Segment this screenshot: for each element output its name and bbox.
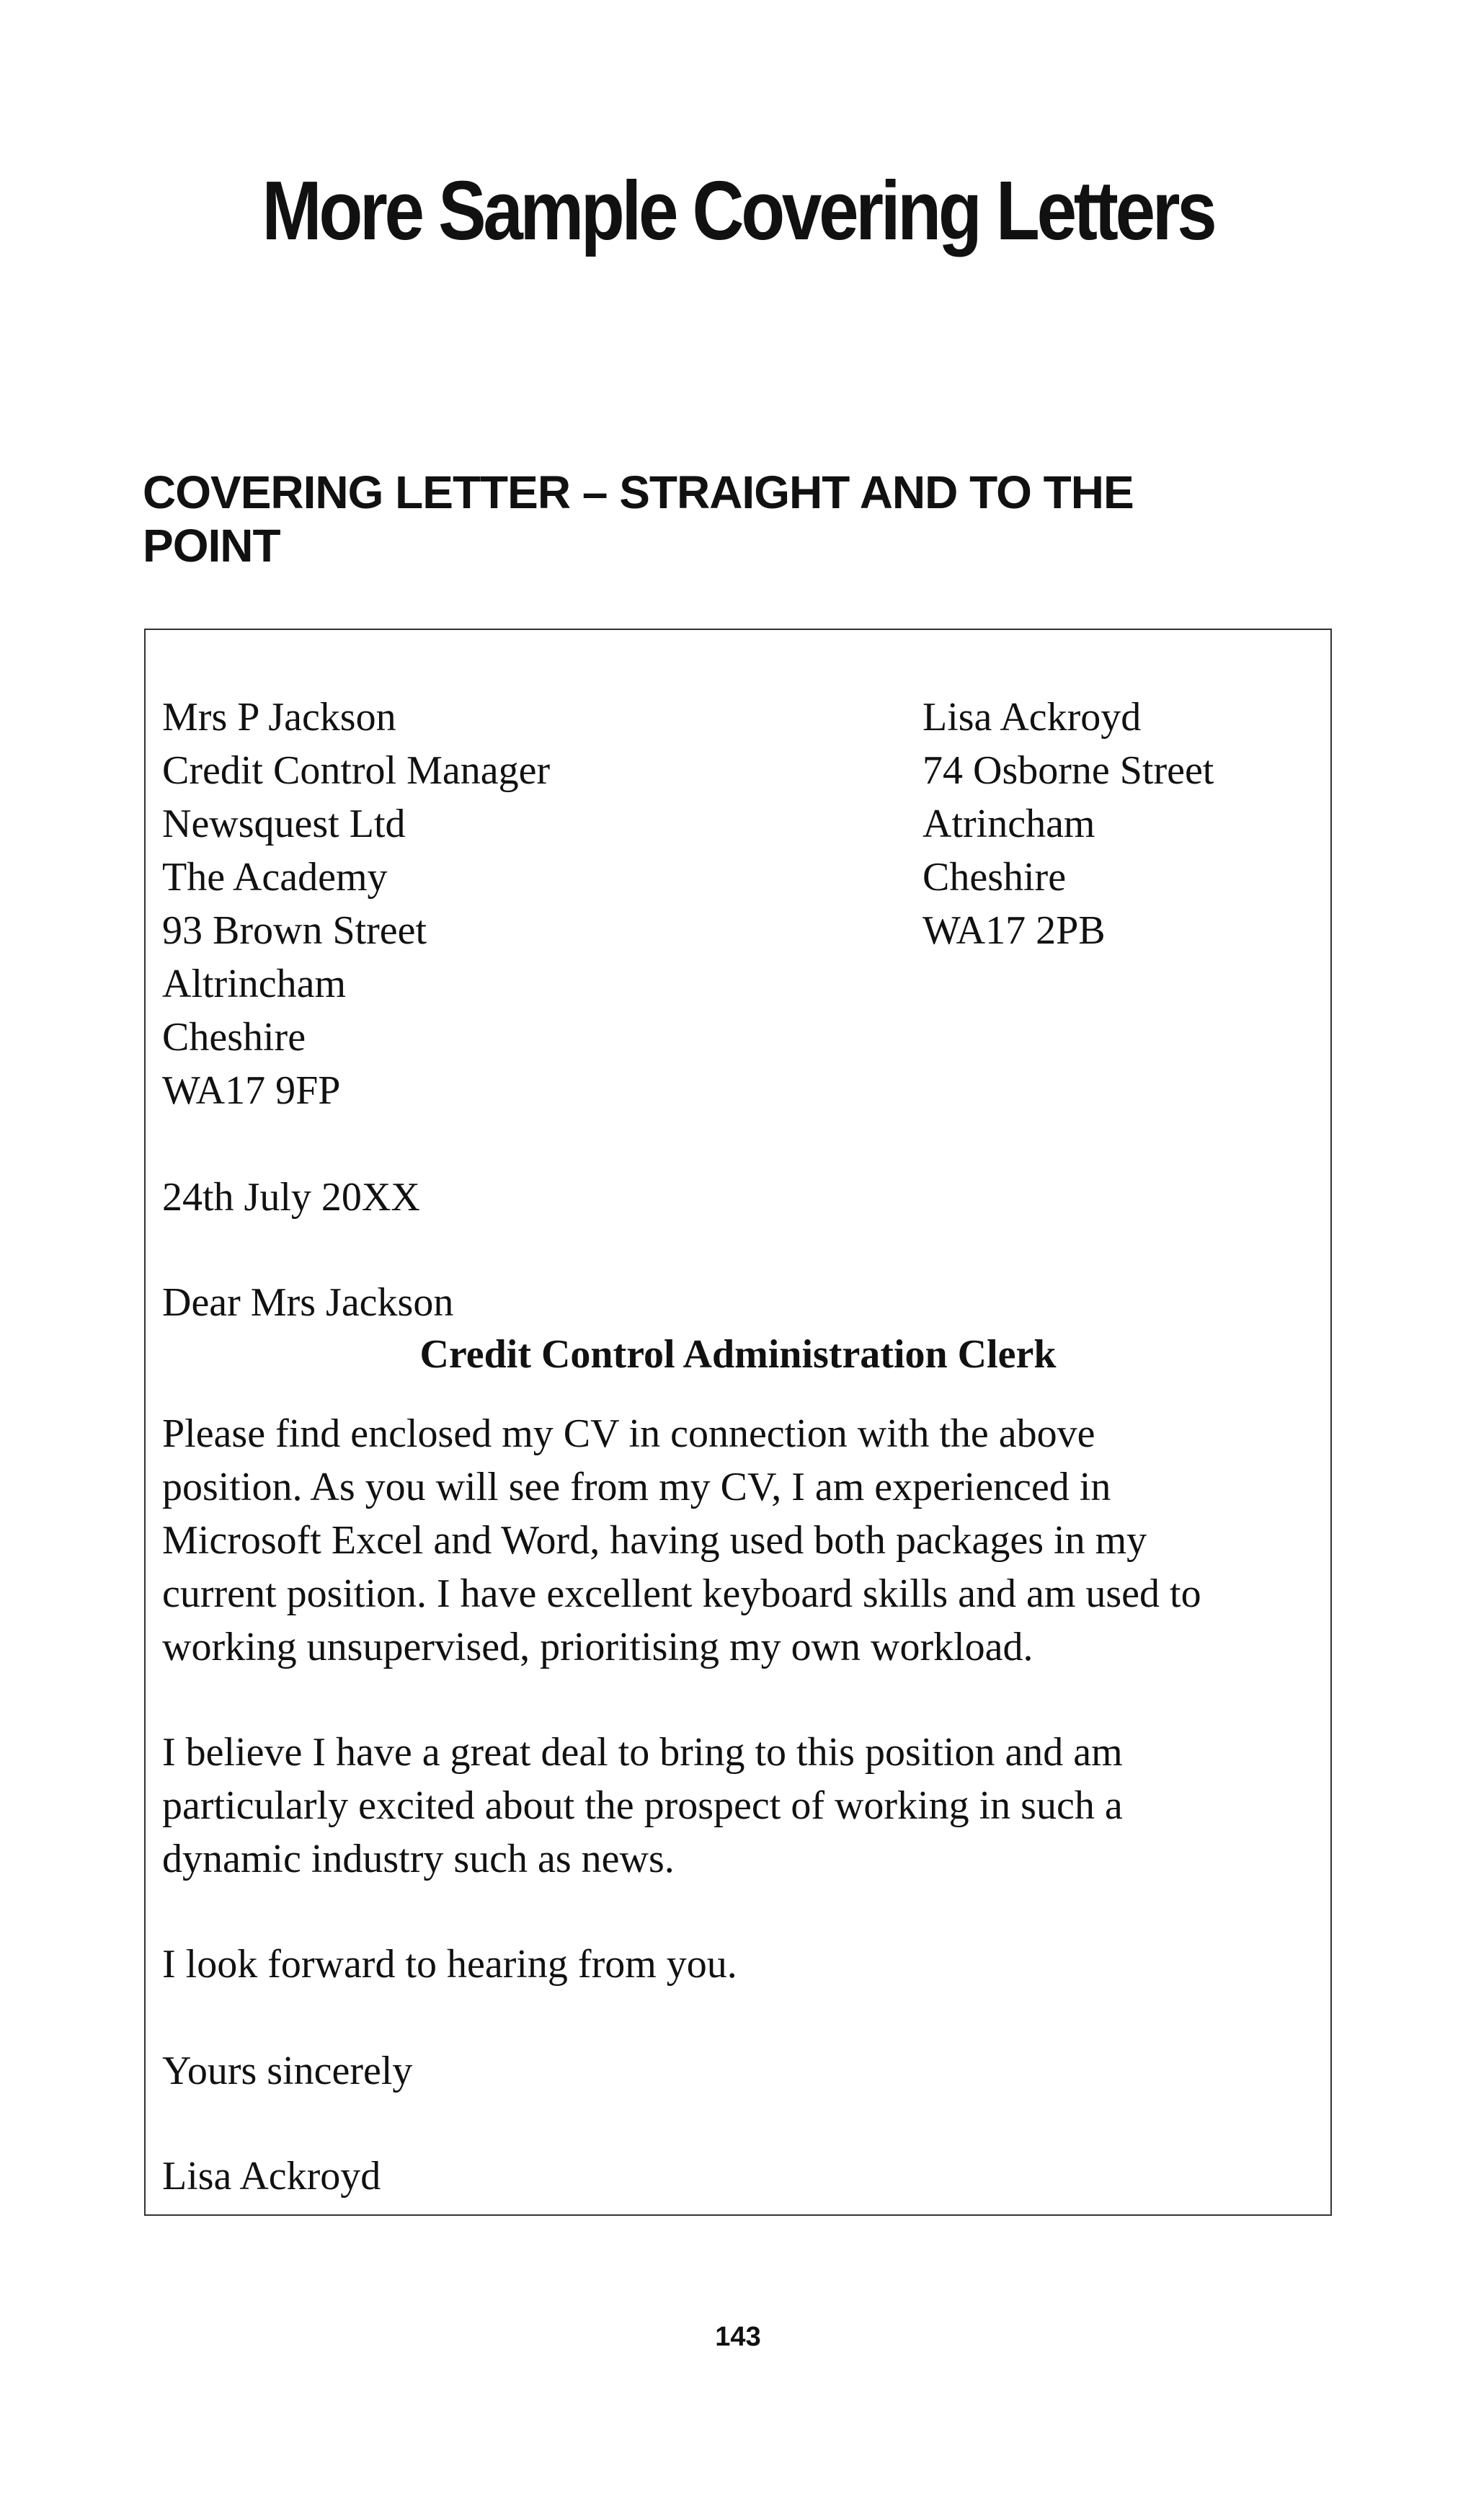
recipient-address-line: 93 Brown Street — [162, 908, 427, 953]
page-number: 143 — [715, 2322, 761, 2352]
recipient-address-line: The Academy — [162, 855, 388, 900]
sender-address-line: WA17 2PB — [922, 908, 1106, 953]
sender-address-line: Cheshire — [922, 855, 1067, 900]
page-title: More Sample Covering Letters — [262, 164, 1214, 257]
signature: Lisa Ackroyd — [162, 2154, 381, 2199]
recipient-address-line: Altrincham — [162, 962, 347, 1006]
salutation: Dear Mrs Jackson — [162, 1280, 454, 1325]
paragraph-line: working unsupervised, prioritising my own workload. — [162, 1625, 1033, 1669]
paragraph-line: current position. I have excellent keyboard skills and am used to — [162, 1571, 1201, 1616]
paragraph-line: I believe I have a great deal to bring to this position and am — [162, 1730, 1123, 1775]
letter-date: 24th July 20XX — [162, 1175, 420, 1220]
section-heading-line: POINT — [143, 520, 280, 572]
body-paragraph-3: I look forward to hearing from you. — [162, 1942, 737, 1987]
paragraph-line: position. As you will see from my CV, I am experienced in — [162, 1465, 1111, 1509]
body-paragraph-1 — [162, 1407, 1322, 1674]
recipient-address-line: Newsquest Ltd — [162, 802, 406, 846]
sender-address-line: Lisa Ackroyd — [922, 695, 1142, 740]
recipient-address-line: WA17 9FP — [162, 1068, 341, 1113]
section-heading-line: COVERING LETTER – STRAIGHT AND TO THE — [143, 466, 1134, 518]
paragraph-line: dynamic industry such as news. — [162, 1837, 675, 1881]
recipient-address-line: Credit Control Manager — [162, 748, 551, 793]
section-heading — [143, 466, 1325, 572]
recipient-address-line: Mrs P Jackson — [162, 695, 396, 740]
paragraph-line: Microsoft Excel and Word, having used both packages in my — [162, 1518, 1147, 1563]
sender-address — [922, 691, 1214, 957]
closing: Yours sincerely — [162, 2049, 413, 2093]
subject-line: Credit Control Administration Clerk — [419, 1332, 1057, 1377]
sender-address-line: Atrincham — [922, 802, 1095, 846]
paragraph-line: particularly excited about the prospect of working in such a — [162, 1783, 1123, 1828]
paragraph-line: Please find enclosed my CV in connection with the above — [162, 1411, 1095, 1456]
sender-address-line: 74 Osborne Street — [922, 748, 1214, 793]
recipient-address-line: Cheshire — [162, 1015, 306, 1060]
body-paragraph-2 — [162, 1726, 1322, 1886]
recipient-address — [162, 691, 550, 1117]
